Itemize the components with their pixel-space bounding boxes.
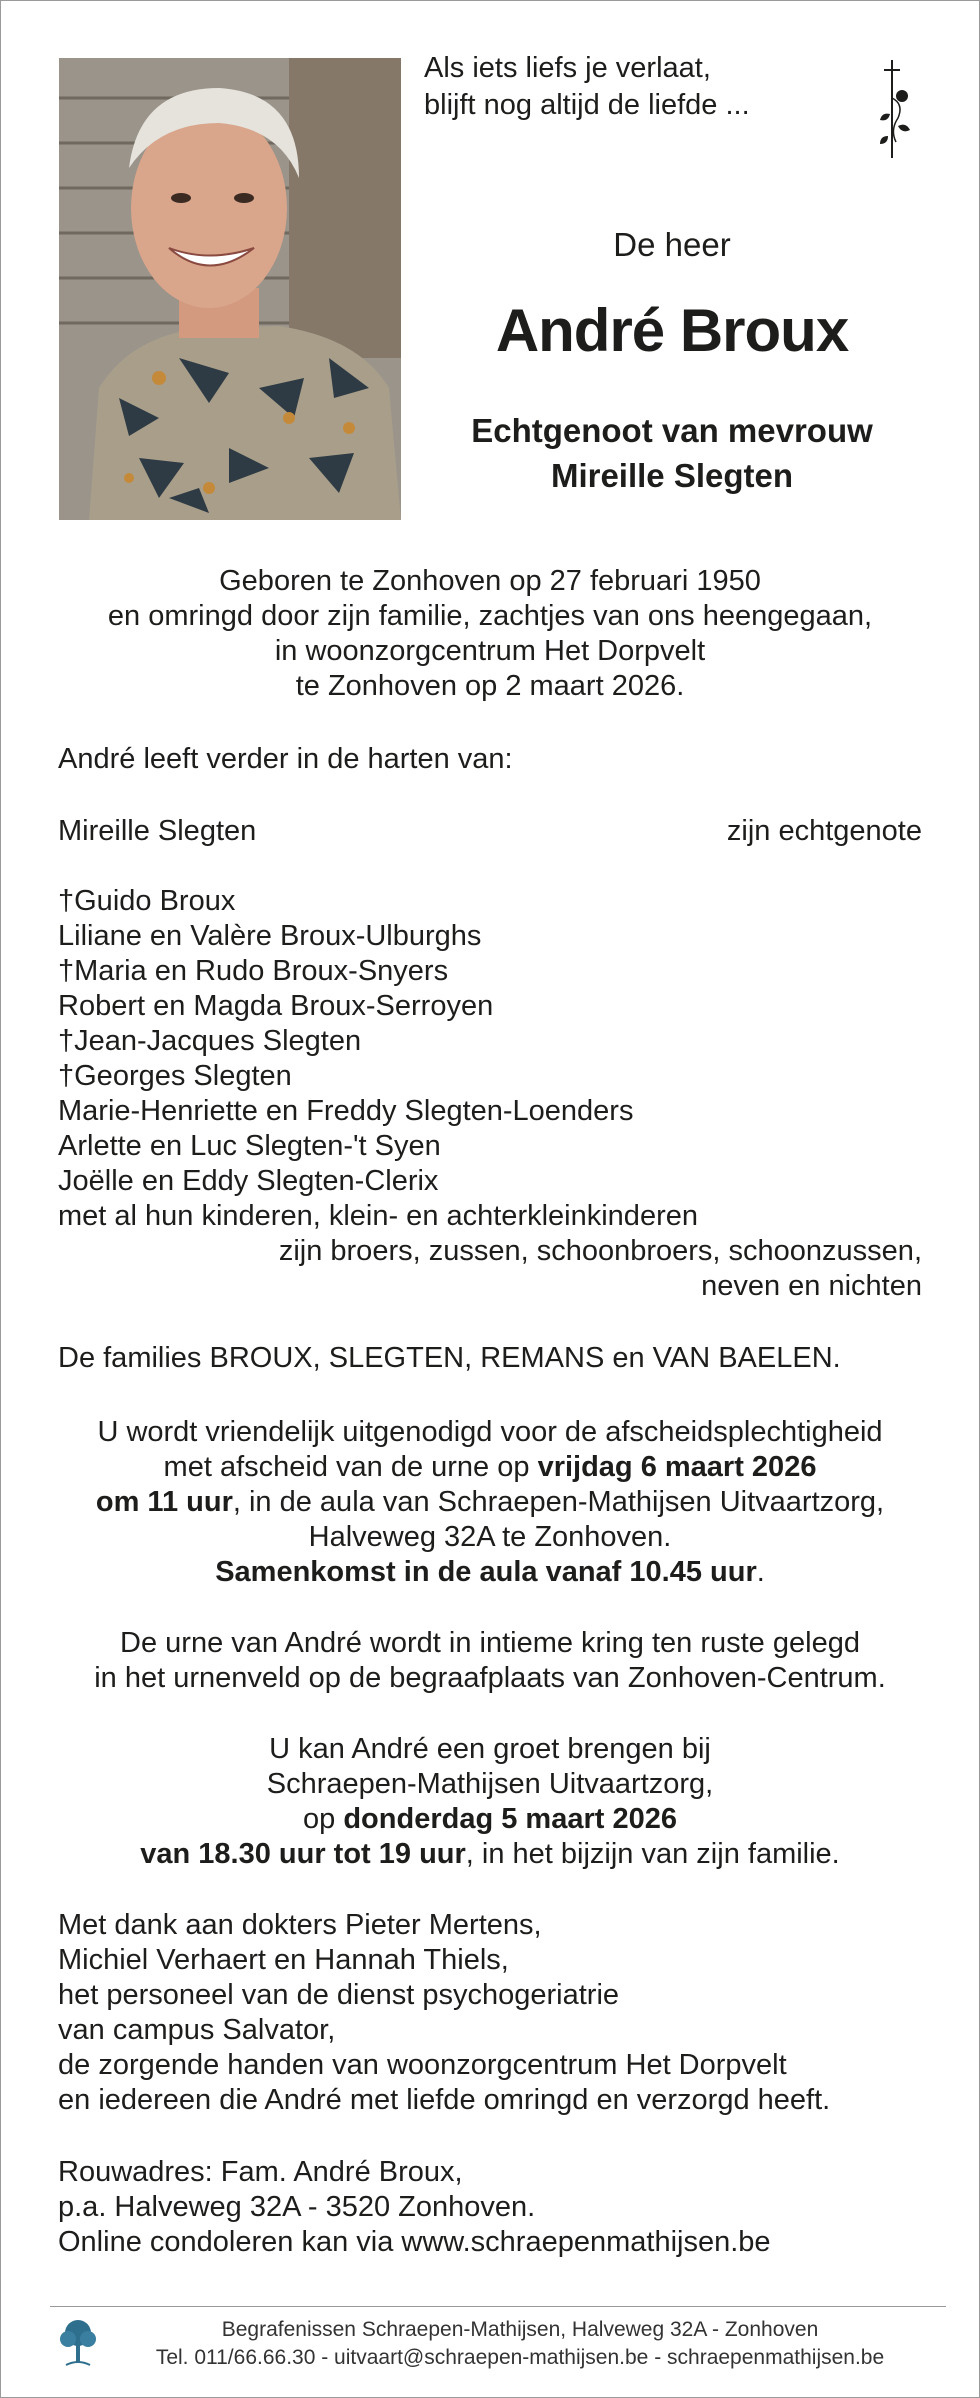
text-line xyxy=(58,1485,922,1520)
text-line: en omringd door zijn familie, zachtjes van ons heengegaan, xyxy=(107,600,873,632)
ceremony-date: vrijdag 6 maart 2026 xyxy=(537,1451,817,1483)
tree-logo-icon xyxy=(58,2317,98,2369)
text-line: Geboren te Zonhoven op 27 februari 1950 xyxy=(219,565,761,597)
text-span: op xyxy=(303,1803,344,1835)
text-line: p.a. Halveweg 32A - 3520 Zonhoven. xyxy=(58,2191,536,2223)
text-line xyxy=(58,1837,922,1872)
text-line: in woonzorgcentrum Het Dorpvelt xyxy=(274,635,706,667)
text-line: de zorgende handen van woonzorgcentrum Het Dorpvelt xyxy=(58,2049,787,2081)
funeral-home-footer xyxy=(100,2316,940,2372)
salutation: De heer xyxy=(613,226,731,263)
family-member: †Maria en Rudo Broux-Snyers xyxy=(58,955,449,987)
text-line: het personeel van de dienst psychogeriatrie xyxy=(58,1979,620,2011)
footer-line: Begrafenissen Schraepen-Mathijsen, Halveweg 32A - Zonhoven xyxy=(221,2318,819,2341)
text-line: in het urnenveld op de begraafplaats van Zonhoven-Centrum. xyxy=(94,1662,886,1694)
ceremony-time: om 11 uur xyxy=(95,1486,233,1518)
family-list xyxy=(58,884,922,1304)
text-line: Michiel Verhaert en Hannah Thiels, xyxy=(58,1944,509,1976)
text-line xyxy=(58,1802,922,1837)
text-line: en iedereen die André met liefde omringd en verzorgd heeft. xyxy=(58,2084,831,2116)
spouse-line: Mireille Slegten xyxy=(550,457,794,494)
visit-time: van 18.30 uur tot 19 uur xyxy=(140,1838,466,1870)
text-span: . xyxy=(756,1556,765,1588)
text-span: met afscheid van de urne op xyxy=(163,1451,538,1483)
gathering-time: Samenkomst in de aula vanaf 10.45 uur xyxy=(215,1556,757,1588)
family-relation: zijn broers, zussen, schoonbroers, schoonzussen, xyxy=(278,1235,922,1267)
spouse-row xyxy=(58,814,922,849)
text-line: U wordt vriendelijk uitgenodigd voor de afscheidsplechtigheid xyxy=(97,1416,883,1448)
text-span: , in de aula van Schraepen-Mathijsen Uitvaartzorg, xyxy=(232,1486,885,1518)
footer-divider xyxy=(50,2306,946,2307)
text-line: De urne van André wordt in intieme kring ten ruste gelegd xyxy=(120,1627,860,1659)
family-member: †Georges Slegten xyxy=(58,1060,292,1092)
text-span: , in het bijzijn van zijn familie. xyxy=(465,1838,840,1870)
motto-line: blijft nog altijd de liefde ... xyxy=(424,89,750,121)
lives-on-heading: André leeft verder in de harten van: xyxy=(58,743,513,775)
mourning-address xyxy=(58,2155,922,2260)
visit-info xyxy=(58,1732,922,1872)
visit-date: donderdag 5 maart 2026 xyxy=(343,1803,677,1835)
family-member: met al hun kinderen, klein- en achterkleinkinderen xyxy=(58,1200,698,1232)
family-member: Joëlle en Eddy Slegten-Clerix xyxy=(58,1165,439,1197)
text-line: Halveweg 32A te Zonhoven. xyxy=(308,1521,672,1553)
urn-info xyxy=(58,1626,922,1696)
family-member: †Jean-Jacques Slegten xyxy=(58,1025,362,1057)
family-member: Marie-Henriette en Freddy Slegten-Loenders xyxy=(58,1095,634,1127)
cross-rose-icon xyxy=(868,58,924,162)
family-relation: neven en nichten xyxy=(701,1270,922,1302)
thanks-text xyxy=(58,1908,922,2118)
text-line: Met dank aan dokters Pieter Mertens, xyxy=(58,1909,542,1941)
footer-contact: Tel. 011/66.66.30 - uitvaart@schraepen-mathijsen.be - schraepenmathijsen.be xyxy=(155,2346,885,2369)
motto-line: Als iets liefs je verlaat, xyxy=(424,52,711,84)
ceremony-info xyxy=(58,1415,922,1590)
family-member: Liliane en Valère Broux-Ulburghs xyxy=(58,920,482,952)
motto xyxy=(424,50,824,124)
family-member: †Guido Broux xyxy=(58,885,236,917)
family-member: Robert en Magda Broux-Serroyen xyxy=(58,990,494,1022)
deceased-name: André Broux xyxy=(495,297,849,364)
text-line: van campus Salvator, xyxy=(58,2014,336,2046)
spouse-line: Echtgenoot van mevrouw xyxy=(471,412,873,449)
text-line: Schraepen-Mathijsen Uitvaartzorg, xyxy=(266,1768,714,1800)
text-line: te Zonhoven op 2 maart 2026. xyxy=(295,670,685,702)
family-member: Arlette en Luc Slegten-'t Syen xyxy=(58,1130,441,1162)
birth-death-text xyxy=(58,564,922,704)
text-line: U kan André een groet brengen bij xyxy=(269,1733,711,1765)
spouse-name: Mireille Slegten xyxy=(58,815,257,847)
text-line xyxy=(58,1450,922,1485)
portrait-photo xyxy=(59,58,401,520)
families-line: De families BROUX, SLEGTEN, REMANS en VAN BAELEN. xyxy=(58,1342,841,1374)
spouse-title xyxy=(424,408,920,498)
text-line: Rouwadres: Fam. André Broux, xyxy=(58,2156,463,2188)
spouse-relation: zijn echtgenote xyxy=(726,815,922,847)
text-line xyxy=(58,1555,922,1590)
condolence-line: Online condoleren kan via www.schraepenmathijsen.be xyxy=(58,2226,771,2258)
